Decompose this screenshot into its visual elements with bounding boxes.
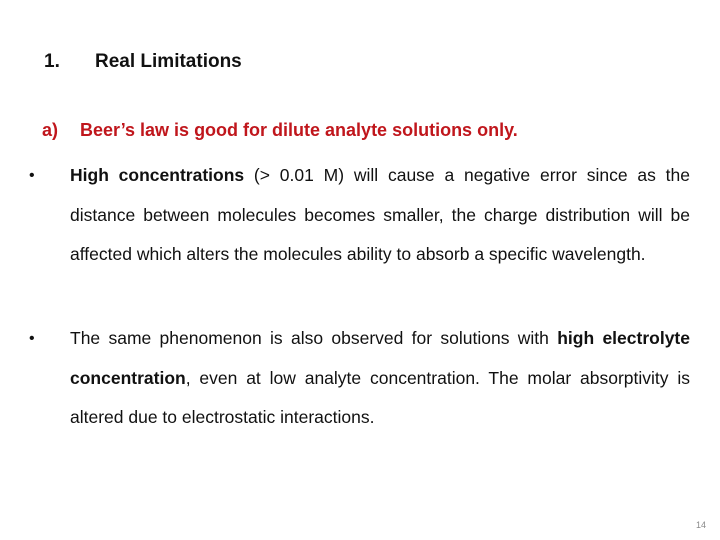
- bullet-item-electrolyte: [29, 319, 690, 438]
- subsection-letter: a): [42, 120, 59, 140]
- bullet-marker: •: [29, 167, 35, 184]
- section-number: 1.: [44, 51, 60, 72]
- bullet-text-before: The same phenomenon is also observed for solutions with: [70, 328, 558, 348]
- page-number: 14: [695, 520, 706, 530]
- bullet-marker: •: [29, 330, 35, 347]
- subsection-heading: [42, 119, 518, 141]
- bullet-text: (> 0.01 M) will cause a negative error since as the distance between molecules becomes smaller, the charge distribution will be affected which alters the molecules ability to absorb a specific wavelength.: [70, 165, 690, 264]
- subsection-title: Beer’s law is good for dilute analyte solutions only.: [80, 120, 518, 140]
- bullet-item-high-concentrations: [29, 156, 690, 275]
- section-title: Real Limitations: [95, 51, 242, 72]
- bullet-bold-lead: High concentrations: [70, 165, 245, 185]
- bullet-text-after: , even at low analyte concentration. The molar absorptivity is altered due to electrostatic interactions.: [70, 367, 690, 427]
- bullet-bold-phrase: high electrolyte concentration: [70, 328, 690, 388]
- section-heading: [44, 50, 242, 74]
